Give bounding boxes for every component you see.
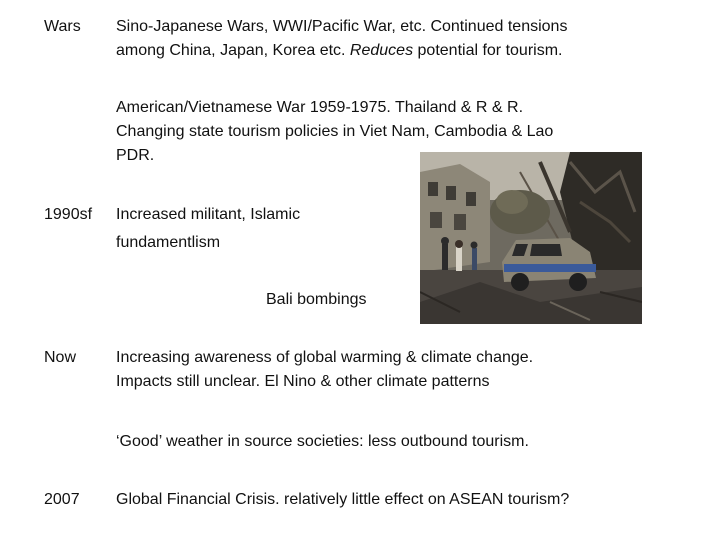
row-label-wars: Wars xyxy=(44,18,81,35)
militant-text-line-1: Increased militant, Islamic xyxy=(116,206,301,223)
row-label-1990sf: 1990sf xyxy=(44,206,93,223)
row-label-now: Now xyxy=(44,349,77,366)
climate-text-line-2: Impacts still unclear. El Nino & other climate patterns xyxy=(116,373,490,390)
militant-text-line-2: fundamentlism xyxy=(116,234,221,251)
weather-text-line: ‘Good’ weather in source societies: less outbound tourism. xyxy=(116,433,529,450)
wars-text-line-2: among China, Japan, Korea etc. Reduces potential for tourism. xyxy=(116,42,563,59)
vietnam-war-text-line-1: American/Vietnamese War 1959-1975. Thailand & R & R. xyxy=(116,99,524,116)
vietnam-war-text-line-2: Changing state tourism policies in Viet Nam, Cambodia & Lao xyxy=(116,123,554,140)
bali-bombings-caption: Bali bombings xyxy=(266,291,367,308)
emphasis-reduces: Reduces xyxy=(349,42,414,59)
financial-crisis-text-line: Global Financial Crisis. relatively little effect on ASEAN tourism? xyxy=(116,491,570,508)
climate-text-line-1: Increasing awareness of global warming & climate change. xyxy=(116,349,534,366)
vietnam-war-text-line-3: PDR. xyxy=(116,147,155,164)
wars-text-line-1: Sino-Japanese Wars, WWI/Pacific War, etc. Continued tensions xyxy=(116,18,568,35)
row-label-2007: 2007 xyxy=(44,491,80,508)
bali-bombing-photo xyxy=(420,152,642,324)
